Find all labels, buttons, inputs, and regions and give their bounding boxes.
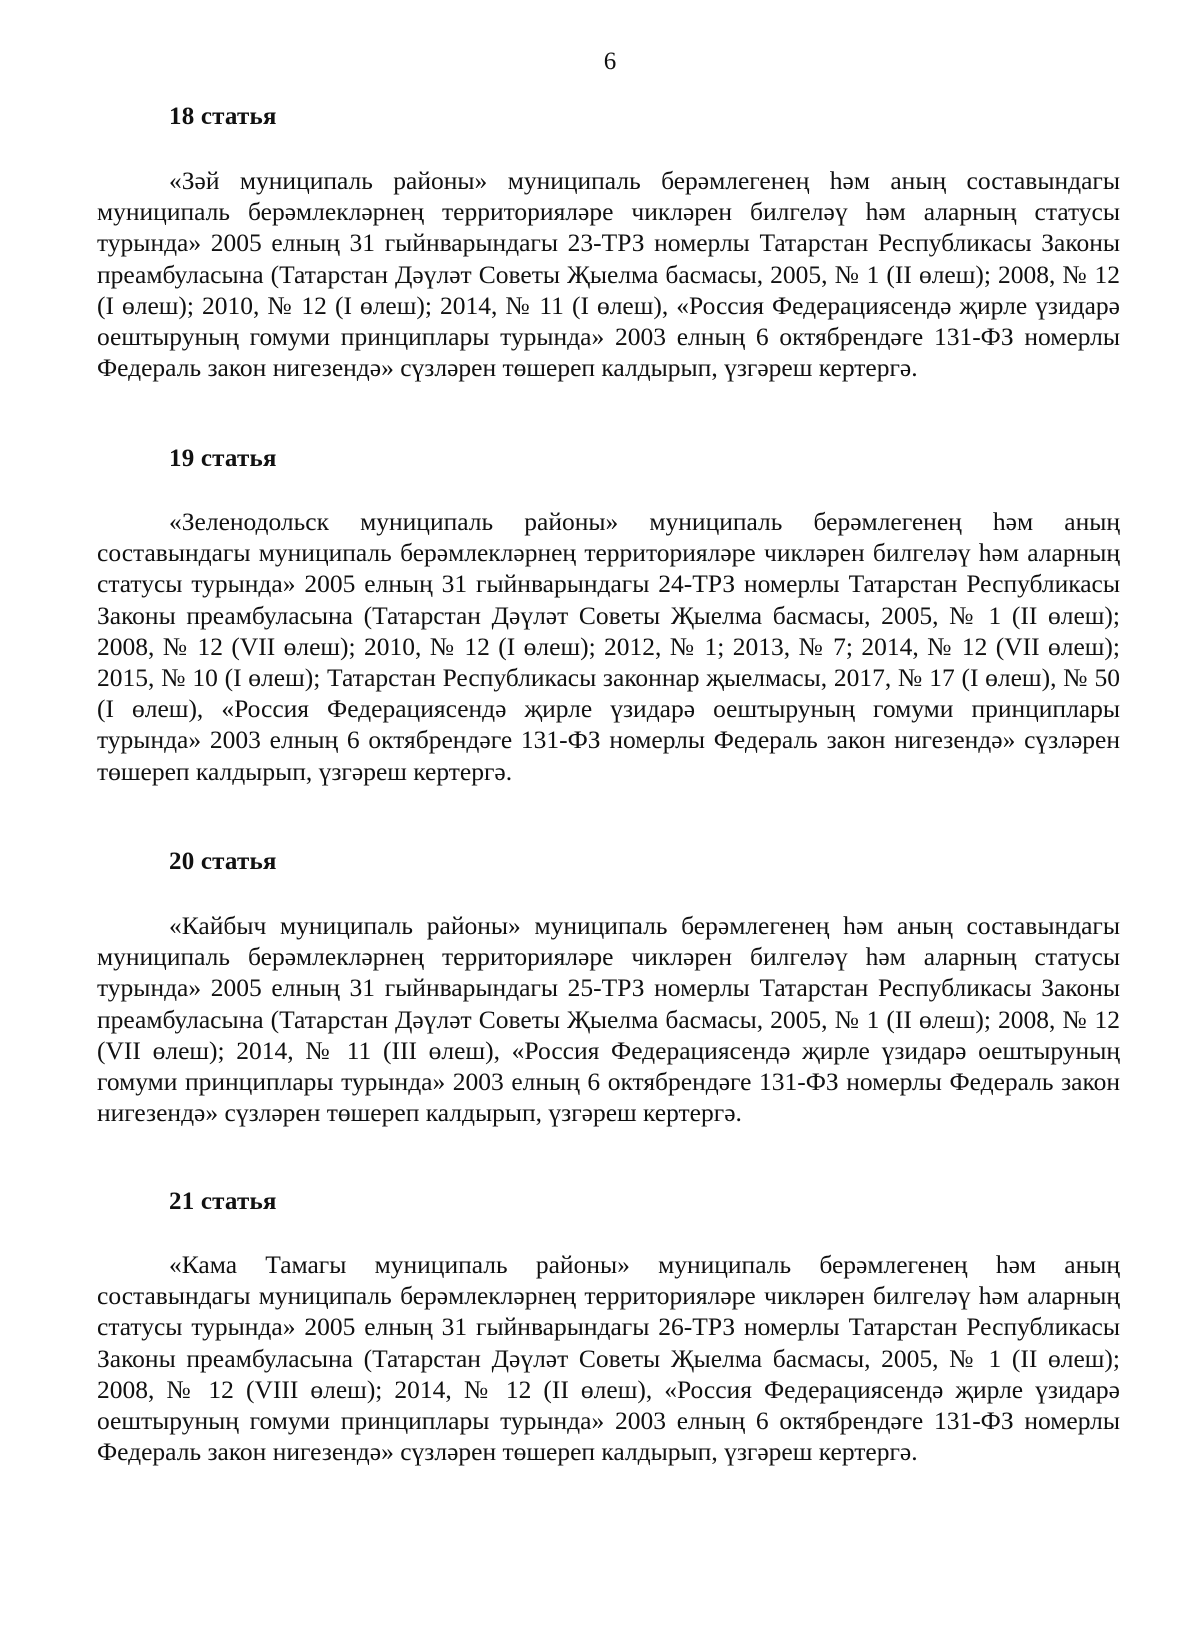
article-18-text: «Зәй муниципаль районы» муниципаль берәмлегенең һәм аның составындагы муниципаль берәмлекләрнең территорияләре чикләрен билгеләү һәм аларның статусы турында» 2005 елның 31 гыйнварындагы 23-ТРЗ номерлы Татарстан Республикасы Законы преамбуласына (Татарстан Дәүләт Советы Җыелма басмасы, 2005, № 1 (II өлеш); 2008, № 12 (I өлеш); 2010, № 12 (I өлеш); 2014, № 11 (I өлеш), «Россия Федерациясендә җирле үзидарә оештыруның гомуми принциплары турында» 2003 елның 6 октябрендәге 131-ФЗ номерлы Федераль закон нигезендә» сүзләрен төшереп калдырып, үзгәреш кертергә. [97, 166, 1120, 383]
article-20-text: «Кайбыч муниципаль районы» муниципаль берәмлегенең һәм аның составындагы муниципаль берәмлекләрнең территорияләре чикләрен билгеләү һәм аларның статусы турында» 2005 елның 31 гыйнварындагы 25-ТРЗ номерлы Татарстан Республикасы Законы преамбуласына (Татарстан Дәүләт Советы Җыелма басмасы, 2005, № 1 (II өлеш); 2008, № 12 (VII өлеш); 2014, № 11 (III өлеш), «Россия Федерациясендә җирле үзидарә оештыруның гомуми принциплары турында» 2003 елның 6 октябрендәге 131-ФЗ номерлы Федераль закон нигезендә» сүзләрен төшереп калдырып, үзгәреш кертергә. [97, 911, 1120, 1128]
article-19-text: «Зеленодольск муниципаль районы» муниципаль берәмлегенең һәм аның составындагы муниципаль берәмлекләрнең территорияләре чикләрен билгеләү һәм аларның статусы турында» 2005 елның 31 гыйнварындагы 24-ТРЗ номерлы Татарстан Республикасы Законы преамбуласына (Татарстан Дәүләт Советы Җыелма басмасы, 2005, № 1 (II өлеш); 2008, № 12 (VII өлеш); 2010, № 12 (I өлеш); 2012, № 1; 2013, № 7; 2014, № 12 (VII өлеш); 2015, № 10 (I өлеш); Татарстан Республикасы законнар җыелмасы, 2017, № 17 (I өлеш), № 50 (I өлеш), «Россия Федерациясендә җирле үзидарә оештыруның гомуми принциплары турында» 2003 елның 6 октябрендәге 131-ФЗ номерлы Федераль закон нигезендә» сүзләрен төшереп калдырып, үзгәреш кертергә. [97, 507, 1120, 786]
article-18-heading: 18 статья [169, 103, 277, 130]
article-21-text: «Кама Тамагы муниципаль районы» муниципаль берәмлегенең һәм аның составындагы муниципаль берәмлекләрнең территорияләре чикләрен билгеләү һәм аларның статусы турында» 2005 елның 31 гыйнварындагы 26-ТРЗ номерлы Татарстан Республикасы Законы преамбуласына (Татарстан Дәүләт Советы Җыелма басмасы, 2005, № 1 (II өлеш); 2008, № 12 (VIII өлеш); 2014, № 12 (II өлеш), «Россия Федерациясендә җирле үзидарә оештыруның гомуми принциплары турында» 2003 елның 6 октябрендәге 131-ФЗ номерлы Федераль закон нигезендә» сүзләрен төшереп калдырып, үзгәреш кертергә. [97, 1250, 1120, 1467]
page-number: 6 [603, 48, 617, 75]
article-20-heading: 20 статья [169, 848, 277, 875]
article-19-heading: 19 статья [169, 445, 277, 472]
article-21-heading: 21 статья [169, 1188, 277, 1215]
